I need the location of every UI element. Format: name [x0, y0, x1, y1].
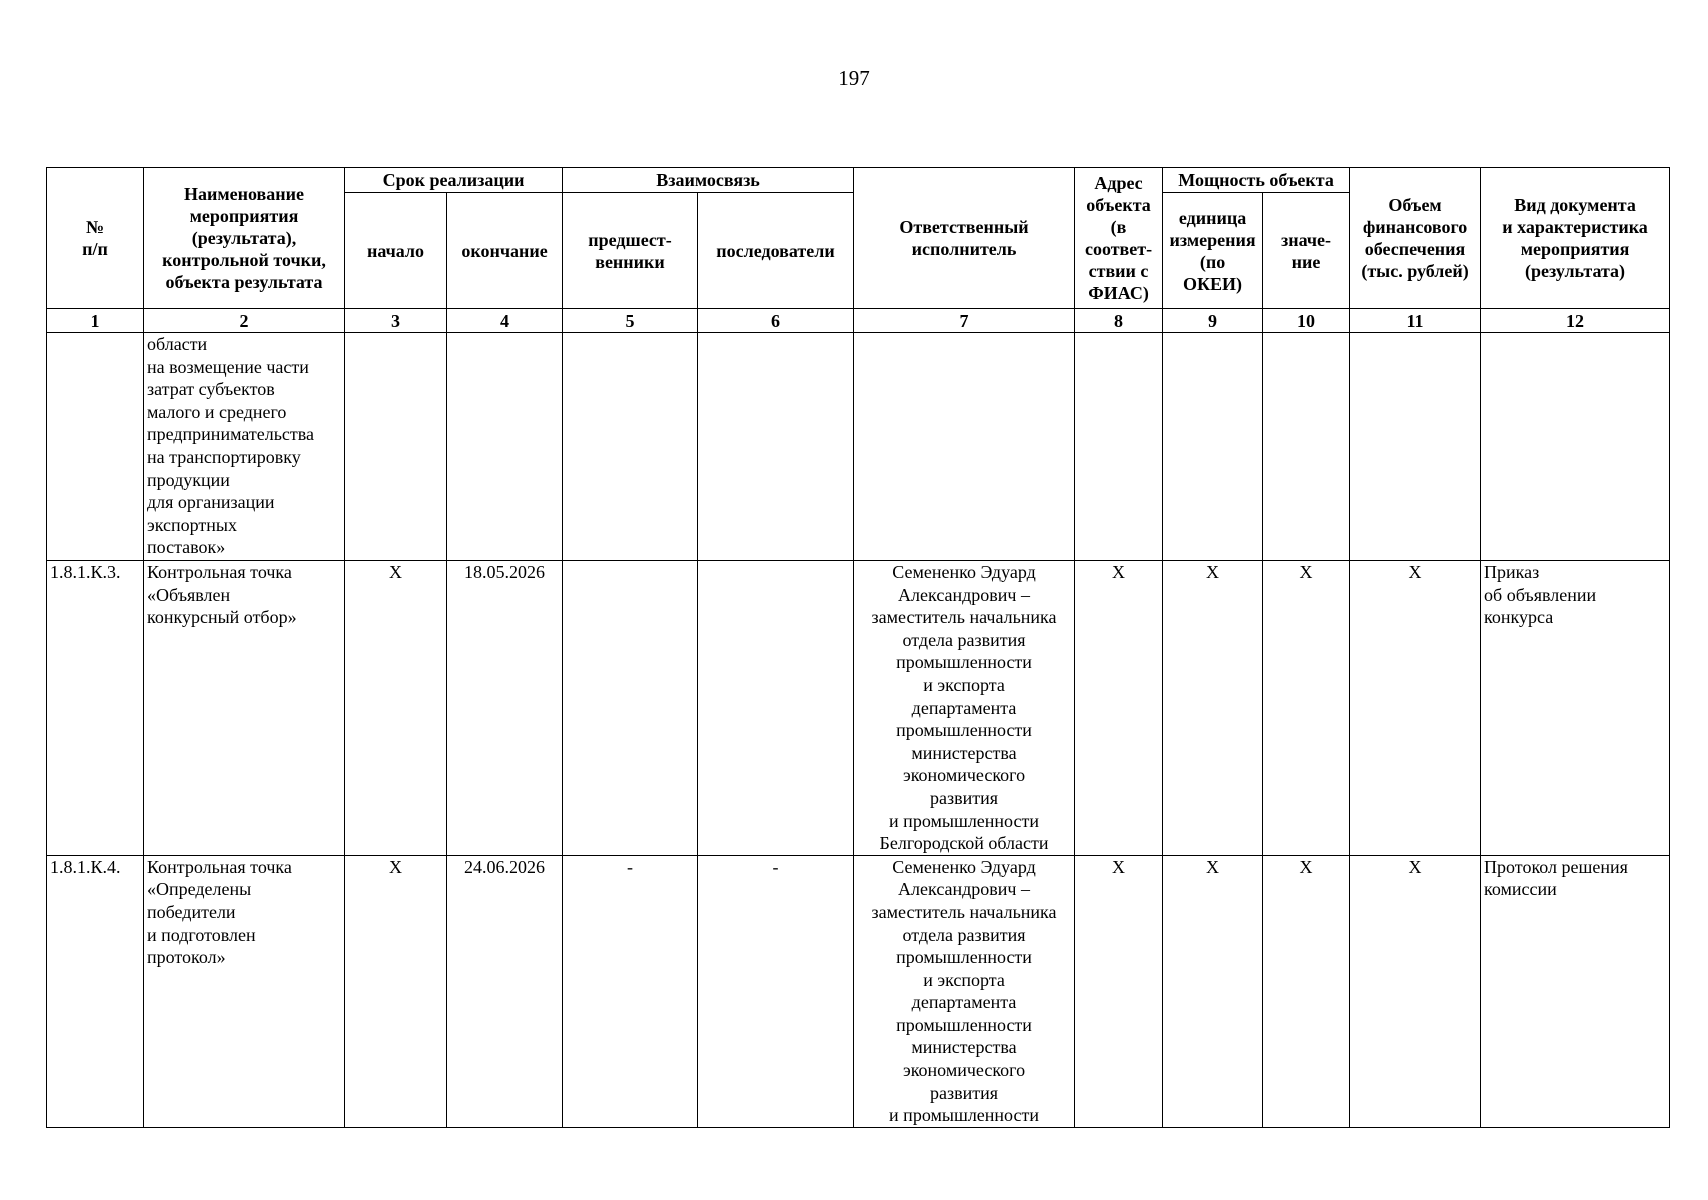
header-name: Наименование мероприятия (результата), контрольной точки, объекта результата [144, 168, 345, 309]
row-doc: Приказ об объявлении конкурса [1481, 561, 1670, 856]
row-code: 1.8.1.К.3. [47, 561, 144, 856]
row-finance [1350, 333, 1481, 561]
header-successors: последователи [698, 193, 854, 309]
column-number: 1 [47, 309, 144, 333]
column-number: 10 [1263, 309, 1350, 333]
row-predecessors [563, 561, 698, 856]
column-number: 9 [1163, 309, 1263, 333]
header-num: № п/п [47, 168, 144, 309]
header-finance: Объем финансового обеспечения (тыс. рублей) [1350, 168, 1481, 309]
row-start: X [345, 855, 447, 1127]
header-address: Адрес объекта (в соответ- ствии с ФИАС) [1075, 168, 1163, 309]
table-row [47, 855, 1670, 1127]
row-unit: X [1163, 855, 1263, 1127]
row-doc [1481, 333, 1670, 561]
row-executor: Семененко Эдуард Александрович – заместитель начальника отдела развития промышленности и экспорта департамента промышленности министерства экономического развития и промышленности [854, 855, 1075, 1127]
column-number: 8 [1075, 309, 1163, 333]
column-number: 4 [447, 309, 563, 333]
column-number: 3 [345, 309, 447, 333]
row-successors [698, 561, 854, 856]
page-number: 197 [838, 66, 870, 90]
row-name: Контрольная точка «Определены победители и подготовлен протокол» [144, 855, 345, 1127]
row-value [1263, 333, 1350, 561]
column-number: 11 [1350, 309, 1481, 333]
row-address: X [1075, 561, 1163, 856]
column-number: 12 [1481, 309, 1670, 333]
row-finance: X [1350, 855, 1481, 1127]
activities-table [46, 167, 1670, 1128]
table-row [47, 333, 1670, 561]
row-successors: - [698, 855, 854, 1127]
row-code: 1.8.1.К.4. [47, 855, 144, 1127]
header-value: значе- ние [1263, 193, 1350, 309]
row-finance: X [1350, 561, 1481, 856]
row-end [447, 333, 563, 561]
header-executor: Ответственный исполнитель [854, 168, 1075, 309]
column-number: 7 [854, 309, 1075, 333]
header-predecessors: предшест- венники [563, 193, 698, 309]
row-address [1075, 333, 1163, 561]
column-number: 5 [563, 309, 698, 333]
header-end: окончание [447, 193, 563, 309]
row-value: X [1263, 855, 1350, 1127]
row-name: области на возмещение части затрат субъектов малого и среднего предпринимательства на транспортировку продукции для организации экспортных поставок» [144, 333, 345, 561]
column-number-row [47, 309, 1670, 333]
header-link: Взаимосвязь [563, 168, 854, 193]
row-predecessors: - [563, 855, 698, 1127]
row-doc: Протокол решения комиссии [1481, 855, 1670, 1127]
header-unit: единица измерения (по ОКЕИ) [1163, 193, 1263, 309]
row-successors [698, 333, 854, 561]
row-executor [854, 333, 1075, 561]
row-code [47, 333, 144, 561]
row-predecessors [563, 333, 698, 561]
row-name: Контрольная точка «Объявлен конкурсный отбор» [144, 561, 345, 856]
header-capacity: Мощность объекта [1163, 168, 1350, 193]
column-number: 2 [144, 309, 345, 333]
column-number: 6 [698, 309, 854, 333]
row-value: X [1263, 561, 1350, 856]
header-period: Срок реализации [345, 168, 563, 193]
row-unit: X [1163, 561, 1263, 856]
row-start [345, 333, 447, 561]
row-address: X [1075, 855, 1163, 1127]
row-end: 18.05.2026 [447, 561, 563, 856]
header-start: начало [345, 193, 447, 309]
row-unit [1163, 333, 1263, 561]
header-doc: Вид документа и характеристика мероприятия (результата) [1481, 168, 1670, 309]
row-executor: Семененко Эдуард Александрович – заместитель начальника отдела развития промышленности и экспорта департамента промышленности министерства экономического развития и промышленности Белгородской области [854, 561, 1075, 856]
row-end: 24.06.2026 [447, 855, 563, 1127]
row-start: X [345, 561, 447, 856]
table-row [47, 561, 1670, 856]
